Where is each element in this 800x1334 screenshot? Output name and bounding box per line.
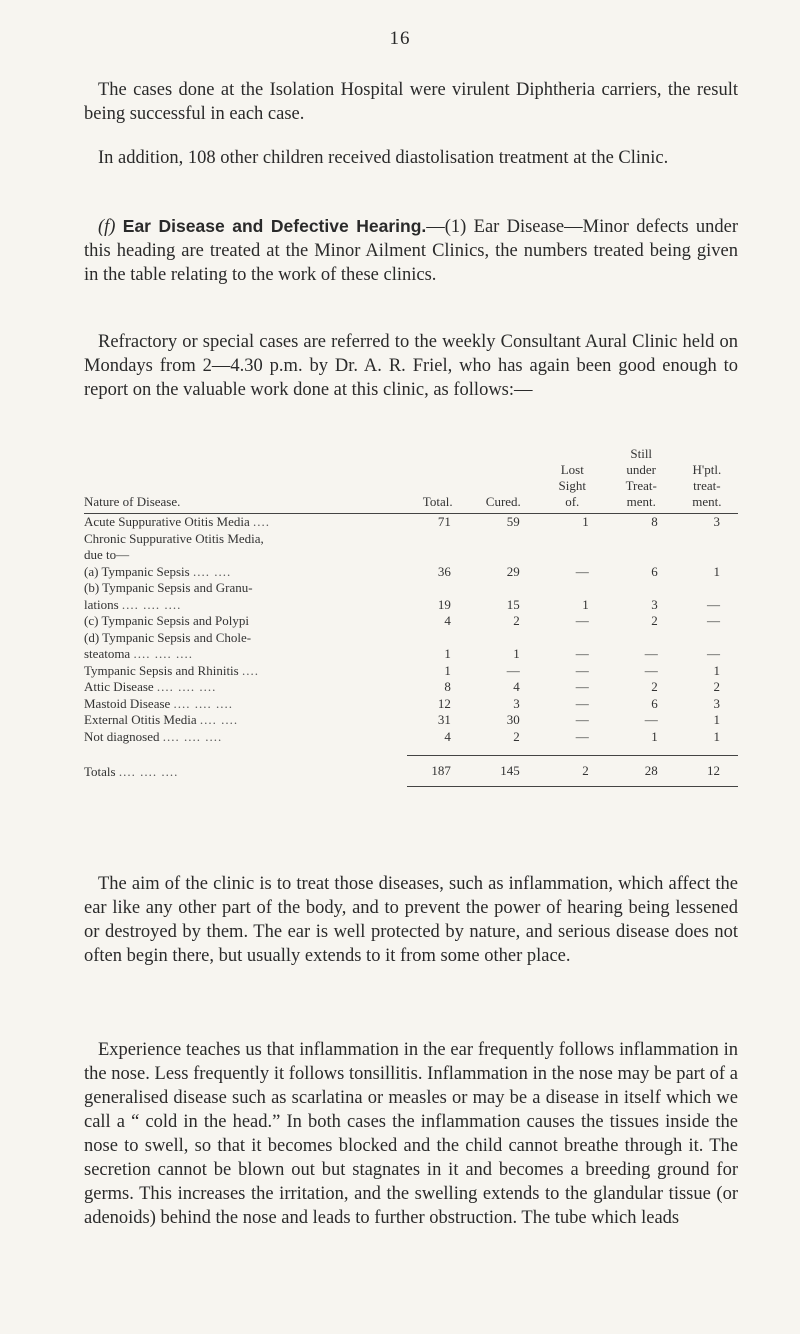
header-still-line4: ment. <box>626 494 656 509</box>
section-heading: Ear Disease and Defective Hearing. <box>122 216 427 236</box>
totals-row <box>84 756 738 787</box>
header-lost-line1: Lost <box>560 462 584 477</box>
paragraph-ear-disease-text: —(1) Ear Disease—Minor defects under this heading are treated at the Minor Ailment Clinics, the numbers treated being given in the table relating to the work of these clinics. <box>84 217 738 285</box>
table-row <box>84 547 738 564</box>
cell-lost: — <box>575 613 589 628</box>
total-lost: 2 <box>538 756 607 787</box>
leader-dots: .... .... <box>199 712 239 727</box>
row-label: Not diagnosed <box>84 728 160 744</box>
totals-label: Totals <box>84 763 116 779</box>
page-number: 16 <box>389 28 411 49</box>
cell-hptl: 2 <box>713 679 720 694</box>
table-row <box>84 531 738 548</box>
row-label: lations <box>84 596 119 612</box>
leader-dots: .... .... .... <box>156 679 217 694</box>
header-hptl-line3: ment. <box>692 494 722 509</box>
header-still-line1: Still <box>630 446 653 461</box>
leader-dots: .... .... .... <box>162 728 223 744</box>
row-label: (d) Tympanic Sepsis and Chole- <box>84 629 252 645</box>
section-label: (f) <box>98 217 116 237</box>
total-still: 28 <box>607 756 676 787</box>
cell-hptl: 3 <box>713 695 720 711</box>
cell-total: 71 <box>437 514 451 529</box>
cell-hptl: — <box>707 646 720 661</box>
cell-lost: — <box>575 695 589 711</box>
table-row <box>84 580 738 597</box>
header-cured: Cured. <box>485 494 521 509</box>
leader-dots: .... <box>252 514 270 529</box>
table-row <box>84 597 738 614</box>
cell-cured: 1 <box>513 646 520 661</box>
header-total: Total. <box>422 494 453 509</box>
total-cured: 145 <box>469 756 538 787</box>
cell-total: 12 <box>437 695 451 711</box>
header-still-line3: Treat- <box>625 478 657 493</box>
cell-still: 2 <box>651 613 658 628</box>
cell-total: 19 <box>437 596 451 612</box>
row-label: Attic Disease <box>84 679 154 694</box>
cell-still: 6 <box>651 563 658 579</box>
cell-lost: — <box>575 679 589 694</box>
table-spacer <box>84 745 738 756</box>
total-total: 187 <box>407 756 469 787</box>
row-label: steatoma <box>84 646 131 661</box>
row-label: External Otitis Media <box>84 712 197 727</box>
cell-cured: 3 <box>513 695 520 711</box>
cell-hptl: — <box>707 596 720 612</box>
table-row <box>84 696 738 713</box>
header-nature: Nature of Disease. <box>84 494 181 509</box>
cell-still: 6 <box>651 695 658 711</box>
leader-dots: .... .... .... <box>118 763 179 779</box>
leader-dots: .... <box>241 662 259 678</box>
cell-cured: 2 <box>513 613 520 628</box>
table-row <box>84 514 738 531</box>
table-row <box>84 613 738 630</box>
table-row <box>84 646 738 663</box>
paragraph-ear-disease <box>84 214 738 287</box>
row-label: Tympanic Sepsis and Rhinitis <box>84 662 239 678</box>
row-label: (b) Tympanic Sepsis and Granu- <box>84 580 253 595</box>
table-row <box>84 712 738 729</box>
cell-still: — <box>644 662 658 678</box>
header-lost-sight <box>538 446 607 514</box>
row-label: Mastoid Disease <box>84 695 171 711</box>
cell-still: — <box>644 646 658 661</box>
cell-still: 8 <box>651 514 658 529</box>
leader-dots: .... .... .... <box>173 695 234 711</box>
row-label: (c) Tympanic Sepsis and Polypi <box>84 613 249 628</box>
cell-total: 4 <box>444 728 451 744</box>
cell-hptl: 3 <box>713 514 720 529</box>
leader-dots: .... .... <box>192 563 232 579</box>
leader-dots: .... .... .... <box>121 596 182 612</box>
table-row <box>84 729 738 746</box>
ear-disease-table <box>84 446 738 787</box>
table-row <box>84 679 738 696</box>
table-row <box>84 630 738 647</box>
cell-total: 8 <box>444 679 451 694</box>
cell-hptl: — <box>707 613 720 628</box>
cell-lost: 1 <box>582 514 589 529</box>
cell-cured: 29 <box>506 563 520 579</box>
row-label: Chronic Suppurative Otitis Media, <box>84 530 264 546</box>
row-label: Acute Suppurative Otitis Media <box>84 514 250 529</box>
cell-cured: 15 <box>506 596 520 612</box>
cell-lost: — <box>575 662 589 678</box>
cell-total: 1 <box>444 646 451 661</box>
table-row <box>84 564 738 581</box>
cell-cured: 30 <box>506 712 520 727</box>
header-hospital-treatment <box>676 446 738 514</box>
header-lost-line2: Sight <box>558 478 586 493</box>
cell-still: — <box>644 712 658 727</box>
cell-lost: — <box>575 646 589 661</box>
cell-cured: 59 <box>506 514 520 529</box>
row-label: due to— <box>84 547 130 562</box>
cell-total: 1 <box>444 662 451 678</box>
cell-still: 3 <box>651 596 658 612</box>
leader-dots: .... .... .... <box>133 646 193 661</box>
paragraph-inflammation: Experience teaches us that inflammation in the ear frequently follows inflammation in the nose. Less frequently it follows tonsillitis. Inflammation in the nose may be part of a generalised disease such as scarlatina or measles or may be a disease in itself which we call a “ cold in the head.” In both cases the inflammation causes the tissues inside the nose to swell, so that it becomes blocked and the child cannot breathe through it. The secretion cannot be blown out but stagnates in it and becomes a breeding ground for germs. This increases the irritation, and the swelling extends to the glandular tissue (or adenoids) behind the nose and leads to further obstruction. The tube which leads <box>84 1040 738 1228</box>
total-hptl: 12 <box>676 756 738 787</box>
paragraph-refractory-cases: Refractory or special cases are referred to the weekly Consultant Aural Clinic held on Mondays from 2—4.30 p.m. by Dr. A. R. Friel, who has again been good enough to report on the valuable work done at this clinic, as follows:— <box>84 332 738 400</box>
paragraph-diastolisation: In addition, 108 other children received diastolisation treatment at the Clinic. <box>98 148 669 168</box>
cell-hptl: 1 <box>713 662 720 678</box>
cell-hptl: 1 <box>713 712 720 727</box>
header-still-line2: under <box>626 462 657 477</box>
cell-total: 31 <box>437 712 451 727</box>
cell-cured: 2 <box>513 728 520 744</box>
header-still-under-treatment <box>607 446 676 514</box>
paragraph-clinic-aim: The aim of the clinic is to treat those diseases, such as inflammation, which affect the ear like any other part of the body, and to prevent the power of hearing being lessened or destroyed by them. The ear is well protected by nature, and serious disease does not often begin there, but usually extends to it from some other place. <box>84 874 738 966</box>
cell-hptl: 1 <box>713 563 720 579</box>
cell-lost: 1 <box>582 596 589 612</box>
cell-still: 2 <box>651 679 658 694</box>
paragraph-isolation-hospital: The cases done at the Isolation Hospital were virulent Diphtheria carriers, the result being successful in each case. <box>84 80 738 124</box>
header-lost-line3: of. <box>565 494 580 509</box>
cell-cured: 4 <box>513 679 520 694</box>
cell-still: 1 <box>651 728 658 744</box>
cell-hptl: 1 <box>713 728 720 744</box>
table-row <box>84 663 738 680</box>
cell-lost: — <box>575 728 589 744</box>
cell-lost: — <box>575 712 589 727</box>
header-hptl-line1: H'ptl. <box>692 462 722 477</box>
cell-total: 4 <box>444 613 451 628</box>
table-header-row <box>84 446 738 514</box>
header-hptl-line2: treat- <box>693 478 721 493</box>
cell-cured: — <box>506 662 520 678</box>
cell-total: 36 <box>437 563 451 579</box>
cell-lost: — <box>575 563 589 579</box>
row-label: (a) Tympanic Sepsis <box>84 563 190 579</box>
